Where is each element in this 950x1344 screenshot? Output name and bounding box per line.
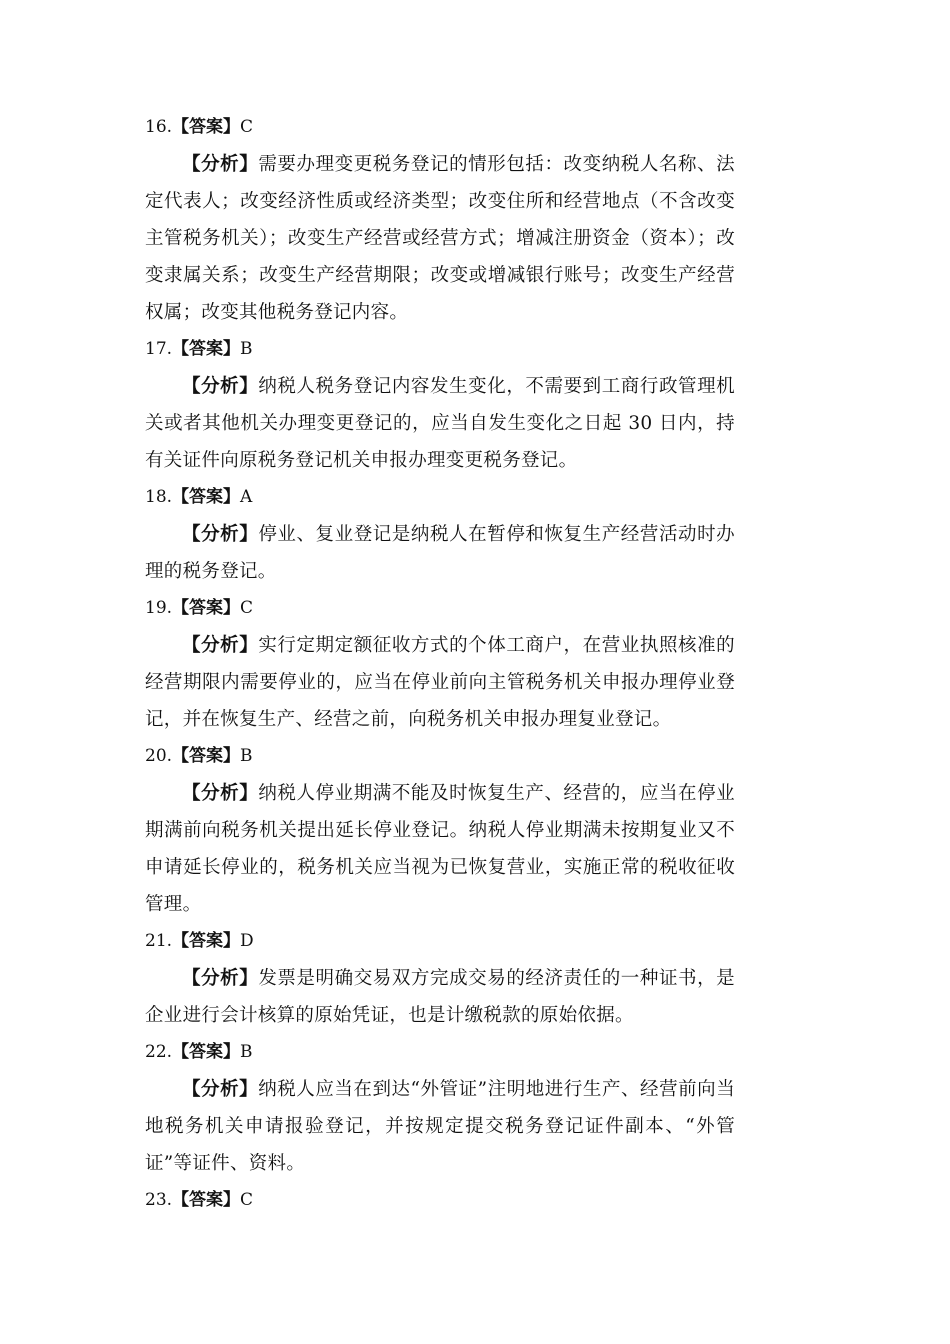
analysis-label: 【分析】: [182, 1079, 259, 1100]
question-number: 22.: [145, 1042, 173, 1062]
answer-label: 【答案】: [172, 117, 241, 137]
analysis-label: 【分析】: [182, 154, 259, 175]
answer-label: 【答案】: [172, 931, 241, 951]
answer-value: B: [240, 339, 253, 359]
analysis-text: 发票是明确交易双方完成交易的经济责任的一种证书，是企业进行会计核算的原始凭证，也是计缴税款的原始依据。: [145, 968, 735, 1026]
answer-label: 【答案】: [172, 339, 241, 359]
answer-value: C: [240, 117, 254, 137]
question-number: 21.: [145, 931, 173, 951]
answer-label: 【答案】: [172, 746, 241, 766]
analysis-text: 纳税人应当在到达“外管证”注明地进行生产、经营前向当地税务机关申请报验登记，并按规定提交税务登记证件副本、“外管证”等证件、资料。: [145, 1079, 736, 1174]
analysis-paragraph-20: [145, 775, 735, 923]
question-number: 23.: [145, 1190, 173, 1210]
analysis-label: 【分析】: [182, 783, 259, 804]
analysis-label: 【分析】: [182, 968, 259, 989]
question-number: 17.: [145, 339, 173, 359]
analysis-label: 【分析】: [182, 376, 259, 397]
answer-value: D: [240, 931, 254, 951]
answer-line-22: [145, 1034, 735, 1071]
analysis-paragraph-19: [145, 627, 735, 738]
answer-line-23: [145, 1182, 735, 1219]
answer-value: A: [240, 487, 253, 507]
answer-value: C: [240, 598, 254, 618]
answer-label: 【答案】: [172, 1190, 241, 1210]
analysis-paragraph-17: [145, 368, 735, 479]
question-number: 20.: [145, 746, 173, 766]
question-number: 19.: [145, 598, 173, 618]
answer-label: 【答案】: [172, 1042, 241, 1062]
analysis-text: 停业、复业登记是纳税人在暂停和恢复生产经营活动时办理的税务登记。: [145, 524, 735, 582]
analysis-label: 【分析】: [182, 524, 259, 545]
analysis-text: 纳税人税务登记内容发生变化，不需要到工商行政管理机关或者其他机关办理变更登记的，应当自发生变化之日起 30 日内，持有关证件向原税务登记机关申报办理变更税务登记。: [145, 376, 735, 471]
answer-line-19: [145, 590, 735, 627]
analysis-text: 纳税人停业期满不能及时恢复生产、经营的，应当在停业期满前向税务机关提出延长停业登记。纳税人停业期满未按期复业又不申请延长停业的，税务机关应当视为已恢复营业，实施正常的税收征收管理。: [145, 783, 735, 915]
answer-value: B: [240, 746, 253, 766]
analysis-paragraph-18: [145, 516, 735, 590]
document-page: [145, 109, 735, 1219]
answer-line-17: [145, 331, 735, 368]
answer-label: 【答案】: [172, 598, 241, 618]
analysis-paragraph-22: [145, 1071, 735, 1182]
question-number: 16.: [145, 117, 173, 137]
analysis-text: 需要办理变更税务登记的情形包括：改变纳税人名称、法定代表人；改变经济性质或经济类型；改变住所和经营地点（不含改变主管税务机关）；改变生产经营或经营方式；增减注册资金（资本）；改变隶属关系；改变生产经营期限；改变或增减银行账号；改变生产经营权属；改变其他税务登记内容。: [145, 154, 735, 323]
question-number: 18.: [145, 487, 173, 507]
answer-line-18: [145, 479, 735, 516]
analysis-paragraph-16: [145, 146, 735, 331]
answer-line-21: [145, 923, 735, 960]
answer-line-20: [145, 738, 735, 775]
answer-label: 【答案】: [172, 487, 241, 507]
answer-value: B: [240, 1042, 253, 1062]
answer-value: C: [240, 1190, 254, 1210]
analysis-paragraph-21: [145, 960, 735, 1034]
analysis-label: 【分析】: [182, 635, 259, 656]
answer-line-16: [145, 109, 735, 146]
analysis-text: 实行定期定额征收方式的个体工商户，在营业执照核准的经营期限内需要停业的，应当在停业前向主管税务机关申报办理停业登记，并在恢复生产、经营之前，向税务机关申报办理复业登记。: [145, 635, 735, 730]
